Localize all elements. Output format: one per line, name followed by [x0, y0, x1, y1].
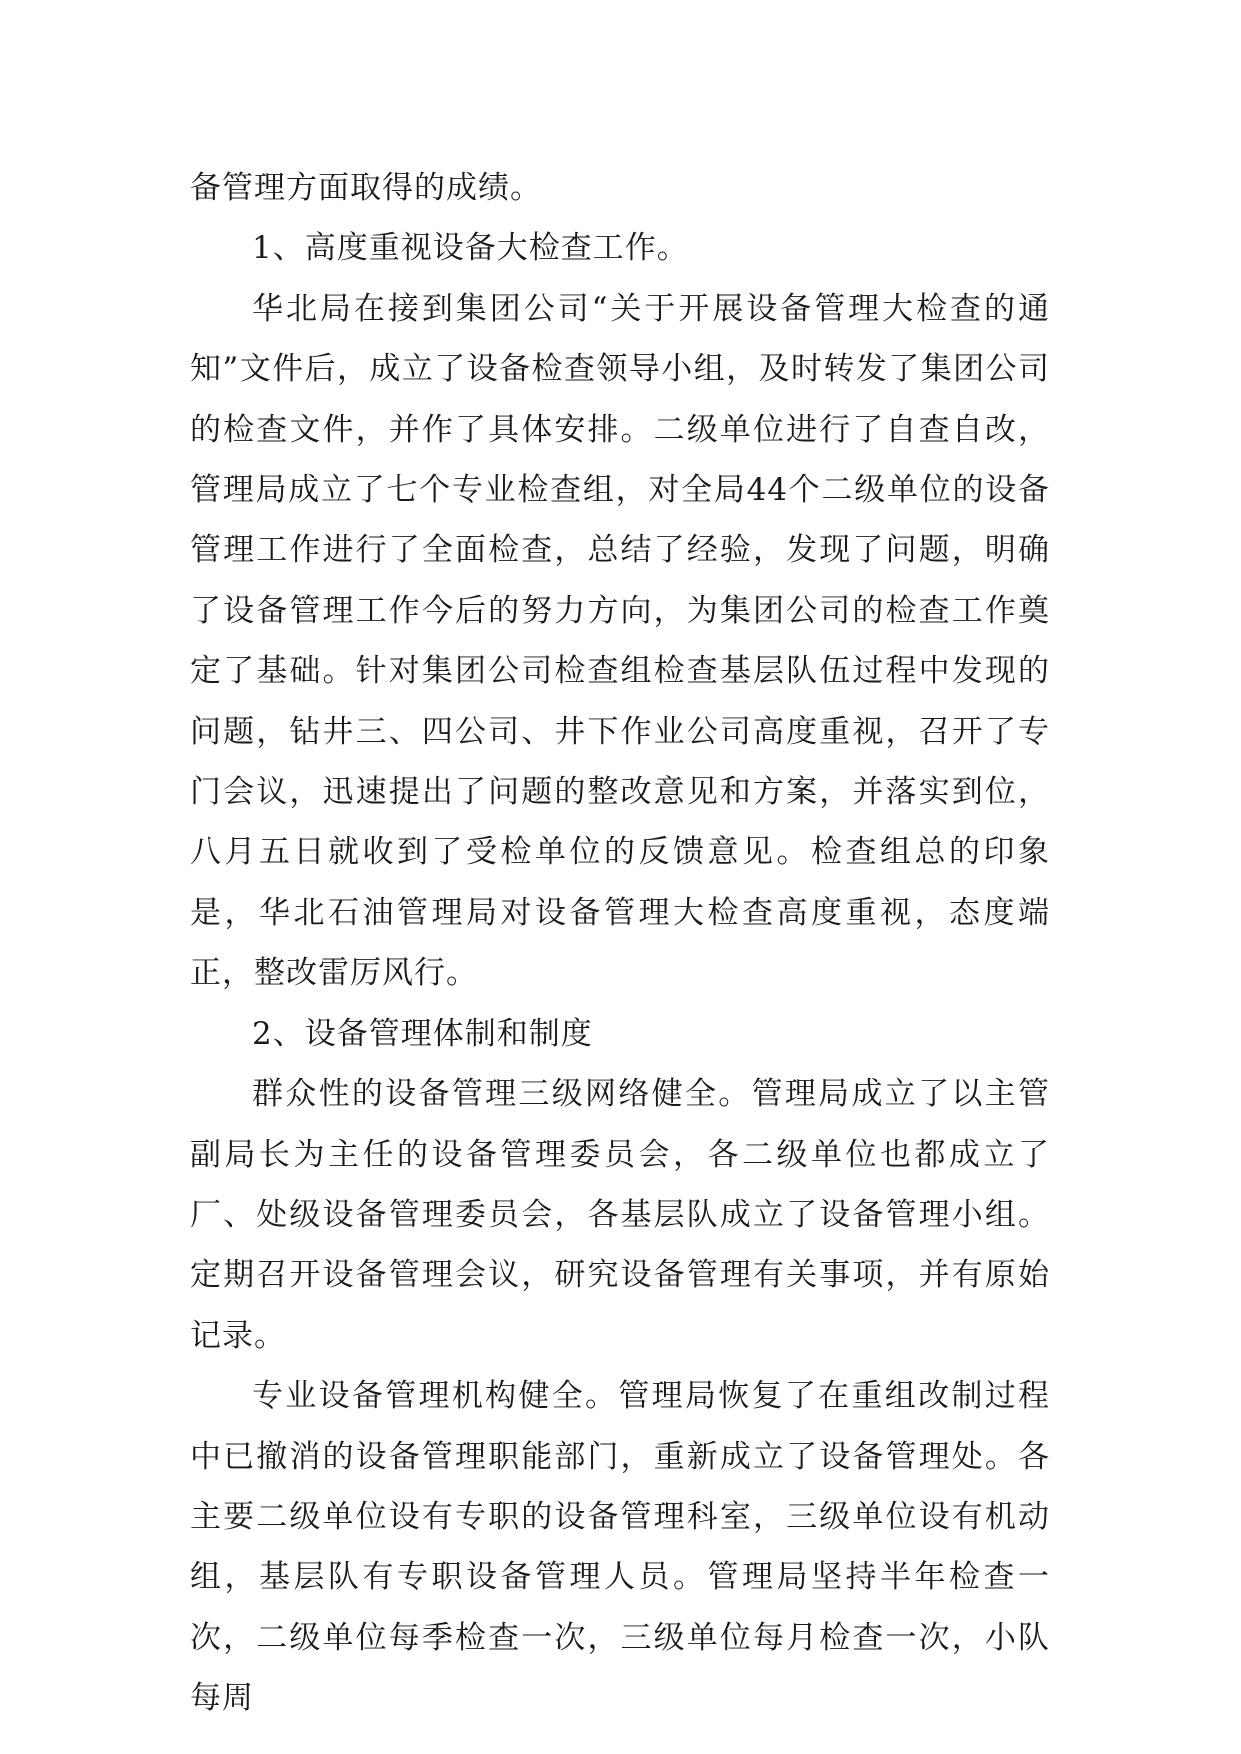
section-heading-2: 2、设备管理体制和制度 — [252, 1015, 593, 1052]
document-body — [190, 158, 1050, 1729]
paragraph-inspection: 华北局在接到集团公司“关于开展设备管理大检查的通知”文件后，成立了设备检查领导小组，及时转发了集团公司的检查文件，并作了具体安排。二级单位进行了自查自改，管理局成立了七个专业检查组，对全局44个二级单位的设备管理工作进行了全面检查，总结了经验，发现了问题，明确了设备管理工作今后的努力方向，为集团公司的检查工作奠定了基础。针对集团公司检查组检查基层队伍过程中发现的问题，钻井三、四公司、井下作业公司高度重视，召开了专门会议，迅速提出了问题的整改意见和方案，并落实到位，八月五日就收到了受检单位的反馈意见。检查组总的印象是，华北石油管理局对设备管理大检查高度重视，态度端正，整改雷厉风行。 — [190, 290, 1050, 992]
section-heading-1: 1、高度重视设备大检查工作。 — [252, 230, 689, 267]
paragraph-continuation: 备管理方面取得的成绩。 — [190, 170, 542, 206]
paragraph-organization: 专业设备管理机构健全。管理局恢复了在重组改制过程中已撤消的设备管理职能部门，重新成立了设备管理处。各主要二级单位设有专职的设备管理科室，三级单位设有机动组，基层队有专职设备管理人员。管理局坚持半年检查一次，二级单位每季检查一次，三级单位每月检查一次，小队每周 — [190, 1378, 1050, 1717]
paragraph-network: 群众性的设备管理三级网络健全。管理局成立了以主管副局长为主任的设备管理委员会，各二级单位也都成立了厂、处级设备管理委员会，各基层队成立了设备管理小组。定期召开设备管理会议，研究设备管理有关事项，并有原始记录。 — [190, 1076, 1050, 1354]
